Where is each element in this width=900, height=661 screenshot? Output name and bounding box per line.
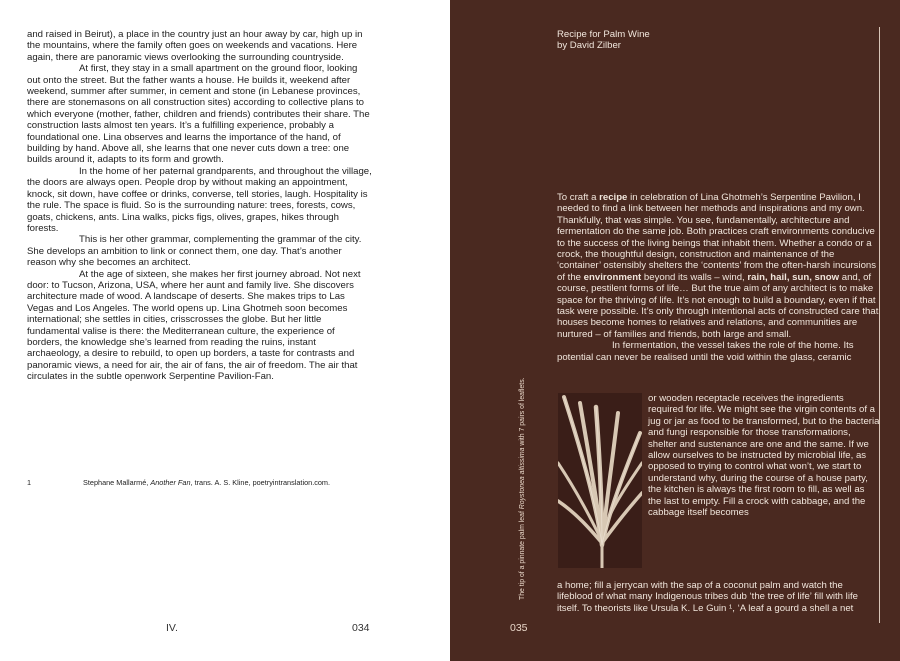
left-paragraph: and raised in Beirut), a place in the country just an hour away by car, high up in the mountains, where the family often goes on weekends and vacations. Here again, there are panoramic views overlooking the surrounding countryside. [27, 29, 363, 63]
section-folio: IV. [166, 622, 178, 634]
right-paragraph: In fermentation, the vessel takes the role of the home. Its potential can never be realised until the void within the glass, ceramic [557, 340, 854, 363]
palm-leaf-photo [558, 393, 642, 568]
essay-author: by David Zilber [557, 40, 621, 52]
right-page-number: 035 [510, 622, 528, 634]
left-page-number: 034 [352, 622, 370, 634]
left-body-text [27, 29, 372, 383]
footnote-text: Stephane Mallarmé, Another Fan, trans. A. S. Kline, poetryintranslation.com. [83, 478, 331, 487]
left-paragraph: In the home of her paternal grandparents, and throughout the village, the doors are always open. People drop by without making an appointment, knock, sit down, have coffee or drinks, converse, tell stories, laugh. Hospitality is the rule. The space is fluid. So is the surrounding nature: trees, forests, cows, goats, chickens, ants. Lina walks, picks figs, olives, grapes, hikes through forests. [27, 165, 372, 234]
footnote-number: 1 [27, 478, 32, 487]
right-paragraph-wrap: or wooden receptacle receives the ingredients required for life. We might see the virgin contents of a jug or jar as food to be transformed, but to the bacteria and fungi responsible for those transformations, shelter and sustenance are one and the same. If we allow ourselves to be instructed by microbial life, as opposed to trying to control what won’t, we start to understand why, during the course of a house party, the kitchen is always the first room to fill, as well as the last to empty. Fill a crock with cabbage, and the cabbage itself becomes [648, 393, 880, 519]
essay-heading [557, 29, 757, 52]
left-paragraph: At the age of sixteen, she makes her first journey abroad. Not next door: to Tucson, Arizona, USA, where her aunt and family live. She discovers architecture made of wood. A landscape of deserts. She makes trips to Las Vegas and Los Angeles. The world opens up. Lina Ghotmeh soon becomes international; she settles in cities, crisscrosses the globe. But her little fundamental valise is there: the Mediterranean culture, the experience of borders, the knowledge she’s learned from reading the ruins, instant archaeology, a desire to rebuild, to open up borders, a taste for contrasts and panoramic views, a need for air, the air of fans, the air of freedom. The air that circulates in the subtle openwork Serpentine Pavilion-Fan. [27, 268, 361, 383]
left-paragraph: This is her other grammar, complementing the grammar of the city. She develops an ambition to link or connect them, one day. That’s another reason why she becomes an architect. [27, 234, 362, 269]
right-paragraph: To craft a recipe in celebration of Lina Ghotmeh’s Serpentine Pavilion, I needed to find a link between her methods and inspirations and my own. Thankfully, that was simple. You see, fundamentally, architecture and fermentation do the same job. Both practices craft environments conducive to the success of the living beings that inhabit them. Whether a condo or a crock, the thoughtful design, construction and maintenance of the ‘container’ ostensibly shelters the ‘contents’ from the often-harsh incursions of the environment beyond its walls – wind, rain, hail, sun, snow and, of course, pestilent forms of life… But the true aim of any architect is to make space for the thriving of life. It’s not enough to build a boundary, even if that task were possible. It’s only through intentional acts of constructed care that houses become homes to relatives and relations, and communities are nurtured – of families and friends, both large and small. [557, 192, 879, 340]
photo-caption: The tip of a pinnate palm leaf Roystonea altissima with 7 pairs of leaflets. [519, 377, 526, 600]
footnote [27, 478, 427, 487]
left-paragraph: At first, they stay in a small apartment on the ground floor, looking out onto the street. But the father wants a house. He builds it, weekend after weekend, summer after summer, in cement and stone (in Lebanese provinces, there are stonemasons on all construction sites) according to collective plans to which everyone (mother, father, children and friends) contributes their share. The construction lasts almost ten years. It’s a fulfilling experience, probably a foundational one. Lina observes and learns the importance of the hand, of building by hand. Above all, she learns that one never cuts down a tree: one builds around it, adapts to its form and growth. [27, 63, 370, 166]
right-body-bottom-text [557, 580, 880, 614]
right-paragraph-bottom: a home; fill a jerrycan with the sap of a coconut palm and watch the lifeblood of what many Indigenous tribes dub ‘the tree of life’ fill with life itself. To theorists like Ursula K. Le Guin ¹, ‘A leaf a gourd a shell a net [557, 580, 858, 614]
palm-leaf-illustration [558, 393, 642, 568]
right-body-text [557, 192, 880, 363]
essay-title: Recipe for Palm Wine [557, 29, 650, 40]
right-body-wrap-text [648, 393, 880, 518]
